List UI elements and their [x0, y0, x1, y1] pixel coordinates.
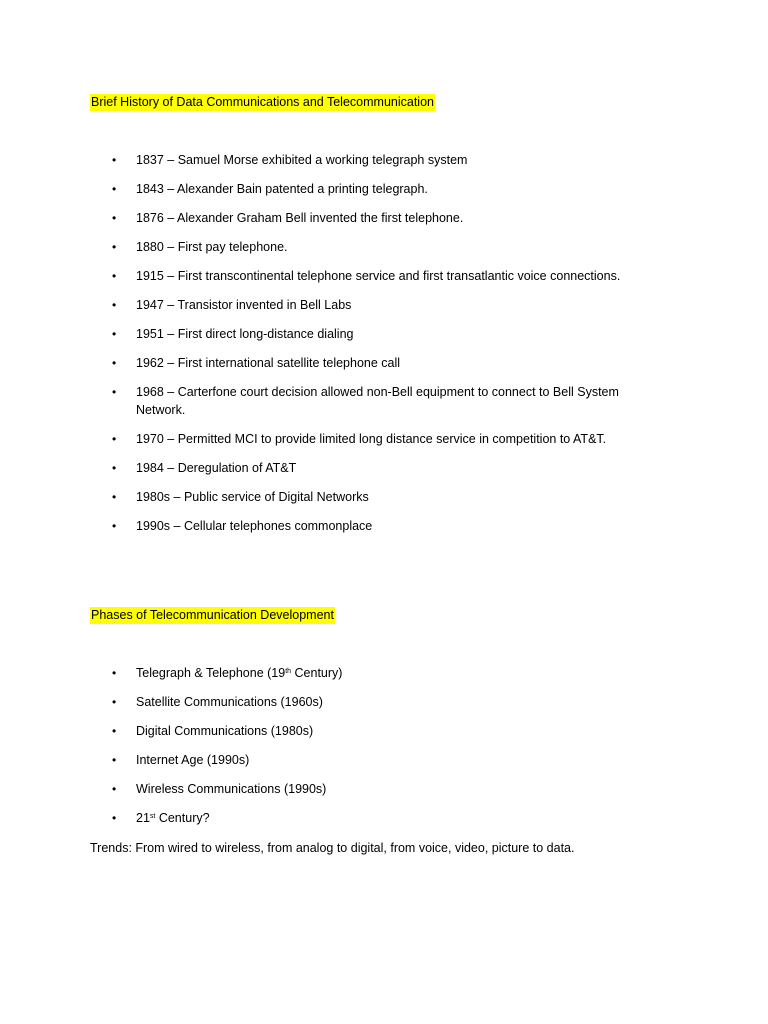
- bullet-icon: •: [112, 753, 117, 767]
- history-heading-text: Brief History of Data Communications and Telecommunication: [91, 95, 434, 109]
- bullet-icon: •: [112, 782, 117, 796]
- bullet-icon: •: [112, 666, 117, 680]
- history-heading: [90, 94, 435, 110]
- bullet-icon: •: [112, 182, 117, 196]
- trends-paragraph: Trends: From wired to wireless, from analog to digital, from voice, video, picture to data.: [90, 841, 575, 855]
- list-item: • 1968 – Carterfone court decision allowed non-Bell equipment to connect to Bell System Network.: [112, 385, 619, 417]
- bullet-icon: •: [112, 153, 117, 167]
- phases-heading-text: Phases of Telecommunication Development: [91, 608, 334, 622]
- list-item: • 1984 – Deregulation of AT&T: [112, 461, 297, 475]
- list-item: • 1951 – First direct long-distance dialing: [112, 327, 354, 341]
- list-item: • Satellite Communications (1960s): [112, 695, 323, 709]
- list-item: • 1837 – Samuel Morse exhibited a working telegraph system: [112, 153, 468, 167]
- history-list: [0, 151, 768, 546]
- bullet-icon: •: [112, 695, 117, 709]
- list-item: • Internet Age (1990s): [112, 753, 250, 767]
- list-item: • 1980s – Public service of Digital Networks: [112, 490, 369, 504]
- bullet-icon: •: [112, 269, 117, 283]
- bullet-icon: •: [112, 327, 117, 341]
- list-item: • 1915 – First transcontinental telephone service and first transatlantic voice connections.: [112, 269, 621, 283]
- list-item: • 1843 – Alexander Bain patented a printing telegraph.: [112, 182, 428, 196]
- list-item: • Telegraph & Telephone (19th Century): [112, 666, 343, 680]
- list-item: • Wireless Communications (1990s): [112, 782, 327, 796]
- bullet-icon: •: [112, 385, 117, 399]
- bullet-icon: •: [112, 240, 117, 254]
- bullet-icon: •: [112, 298, 117, 312]
- list-item: • 1962 – First international satellite telephone call: [112, 356, 401, 370]
- list-item: • 1990s – Cellular telephones commonplace: [112, 519, 373, 533]
- list-item: • 1970 – Permitted MCI to provide limited long distance service in competition to AT&T.: [112, 432, 607, 446]
- bullet-icon: •: [112, 211, 117, 225]
- bullet-icon: •: [112, 519, 117, 533]
- list-item: • 1880 – First pay telephone.: [112, 240, 288, 254]
- bullet-icon: •: [112, 356, 117, 370]
- bullet-icon: •: [112, 490, 117, 504]
- bullet-icon: •: [112, 461, 117, 475]
- list-item: • 1876 – Alexander Graham Bell invented the first telephone.: [112, 211, 464, 225]
- list-item: • 21st Century?: [112, 811, 210, 825]
- bullet-icon: •: [112, 432, 117, 446]
- list-item: • 1947 – Transistor invented in Bell Labs: [112, 298, 352, 312]
- bullet-icon: •: [112, 811, 117, 825]
- ordinal-suffix: st: [149, 813, 156, 820]
- bullet-icon: •: [112, 724, 117, 738]
- list-item: • Digital Communications (1980s): [112, 724, 314, 738]
- phases-heading: [90, 607, 335, 623]
- phases-list: [0, 664, 768, 838]
- ordinal-suffix: th: [285, 668, 292, 675]
